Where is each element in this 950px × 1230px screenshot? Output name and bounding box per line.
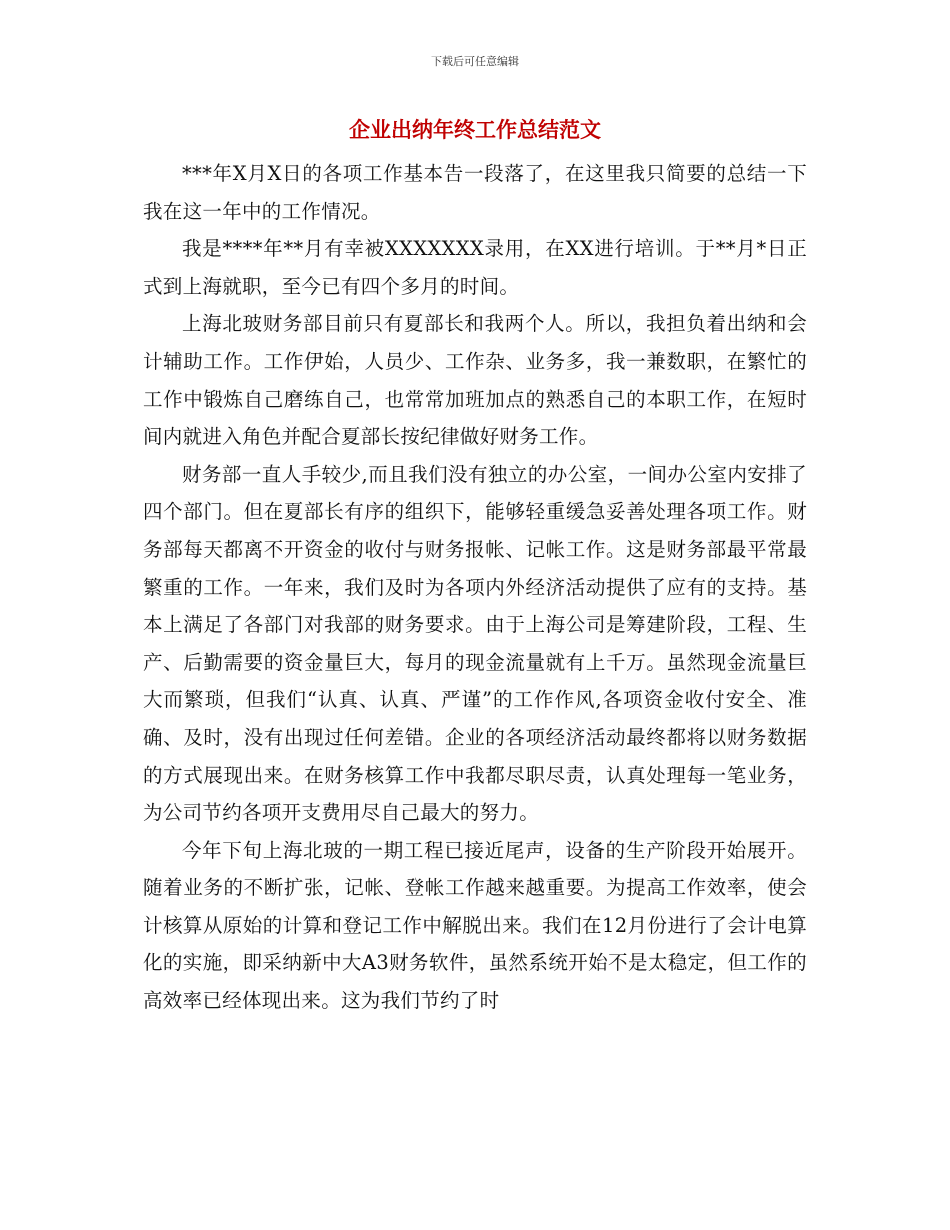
header-note: 下载后可任意编辑 — [431, 55, 519, 68]
document-title: 企业出纳年终工作总结范文 — [349, 118, 601, 142]
paragraph-2: 我是****年**月有幸被XXXXXXX录用，在XX进行培训。于**月*日正式到上海就职，至今已有四个多月的时间。 — [143, 237, 807, 298]
paragraph-3: 上海北玻财务部目前只有夏部长和我两个人。所以，我担负着出纳和会计辅助工作。工作伊始，人员少、工作杂、业务多，我一兼数职，在繁忙的工作中锻炼自己磨练自己，也常常加班加点的熟悉自己的本职工作，在短时间内就进入角色并配合夏部长按纪律做好财务工作。 — [143, 312, 807, 449]
paragraph-1: ***年X月X日的各项工作基本告一段落了，在这里我只简要的总结一下我在这一年中的工作情况。 — [143, 162, 807, 223]
document-body — [143, 155, 807, 1020]
paragraph-4: 财务部一直人手较少,而且我们没有独立的办公室，一间办公室内安排了四个部门。但在夏部长有序的组织下，能够轻重缓急妥善处理各项工作。财务部每天都离不开资金的收付与财务报帐、记帐工作。这是财务部最平常最繁重的工作。一年来，我们及时为各项内外经济活动提供了应有的支持。基本上满足了各部门对我部的财务要求。由于上海公司是筹建阶段，工程、生产、后勤需要的资金量巨大，每月的现金流量就有上千万。虽然现金流量巨大而繁琐，但我们“认真、认真、严谨”的工作作风,各项资金收付安全、准确、及时，没有出现过任何差错。企业的各项经济活动最终都将以财务数据的方式展现出来。在财务核算工作中我都尽职尽责，认真处理每一笔业务，为公司节约各项开支费用尽自己最大的努力。 — [143, 462, 807, 825]
paragraph-5: 今年下旬上海北玻的一期工程已接近尾声，设备的生产阶段开始展开。随着业务的不断扩张，记帐、登帐工作越来越重要。为提高工作效率，使会计核算从原始的计算和登记工作中解脱出来。我们在12月份进行了会计电算化的实施，即采纳新中大A3财务软件，虽然系统开始不是太稳定，但工作的高效率已经体现出来。这为我们节约了时 — [143, 838, 807, 1013]
